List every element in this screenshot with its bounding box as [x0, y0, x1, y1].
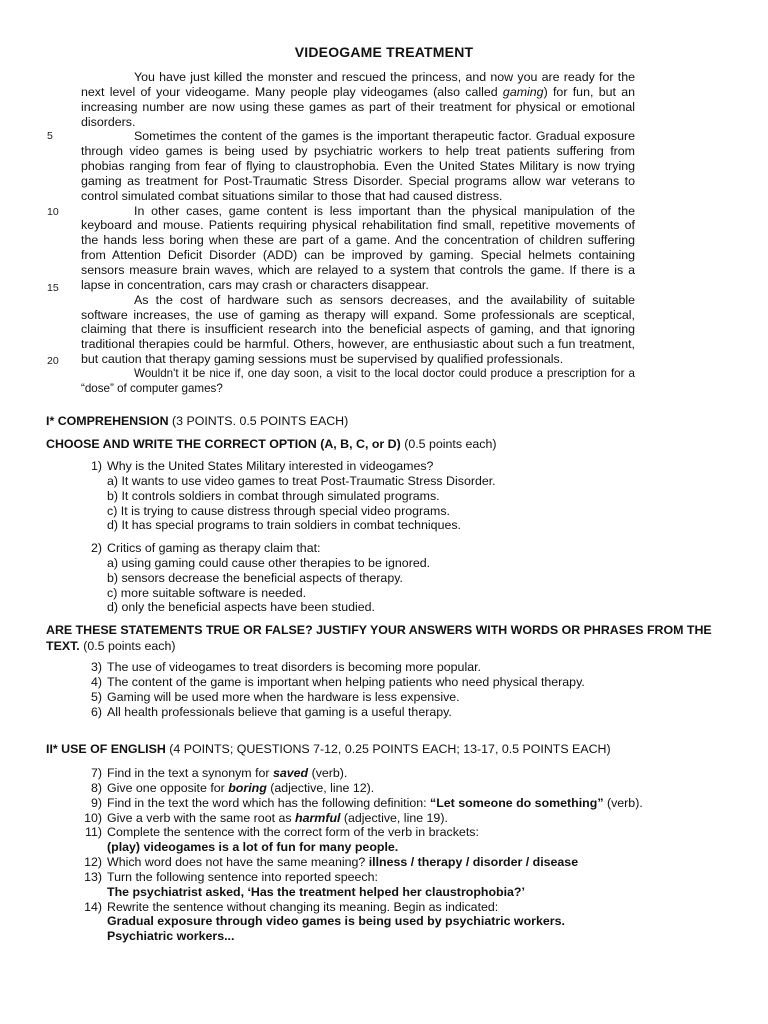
- question-list-mc-2: [0, 541, 430, 615]
- question-1: 1) Why is the United States Military interested in videogames? a) It wants to use video games to treat Post-Traumatic Stress Disorder. b) It controls soldiers in combat through simulated programs. c) It is trying to cause distress through special video programs. d) It has special programs to train soldiers in combat techniques.: [90, 459, 496, 533]
- question-2: 2) Critics of gaming as therapy claim that: a) using gaming could cause other therapies to be ignored. b) sensors decrease the beneficial aspects of therapy. c) more suitable software is needed. d) only the beneficial aspects have been studied.: [90, 541, 431, 615]
- paragraph-1: You have just killed the monster and rescued the princess, and now you are ready for the next level of your videogame. Many people play videogames (also called gaming) for fun, but an increasing number are now using these games as part of their treatment for physical or emotional disorders.: [81, 70, 636, 129]
- statement-4: 4) The content of the game is important when helping patients who need physical therapy.: [90, 674, 585, 689]
- paragraph-4: As the cost of hardware such as sensors decreases, and the availability of suitable software increases, the use of gaming as therapy will expand. Some professionals are sceptical, claiming that there is insufficient research into the beneficial aspects of gaming, and that ignoring traditional therapies could be harmful. Others, however, are enthusiastic about such a fun treatment, but caution that therapy gaming sessions must be supervised by qualified professionals.: [81, 292, 635, 367]
- question-11: 11) Complete the sentence with the correct form of the verb in brackets: (play) videogames is a lot of fun for many people.: [85, 825, 479, 855]
- statement-6: 6) All health professionals believe that gaming is a useful therapy.: [90, 704, 452, 719]
- page-title: VIDEOGAME TREATMENT: [294, 44, 474, 60]
- reading-passage: [81, 70, 635, 397]
- line-number: 5: [47, 130, 53, 142]
- question-12: 12) Which word does not have the same meaning? illness / therapy / disorder / disease: [84, 855, 579, 870]
- question-9: 9) Find in the text the word which has the following definition: “Let someone do something” (verb).: [90, 795, 643, 810]
- line-number: 20: [47, 355, 59, 367]
- paragraph-5: Wouldn't it be nice if, one day soon, a visit to the local doctor could produce a prescription for a “dose” of computer games?: [81, 366, 635, 395]
- question-8: 8) Give one opposite for boring (adjective, line 12).: [90, 780, 375, 795]
- paragraph-3: In other cases, game content is less important than the physical manipulation of the keyboard and mouse. Patients requiring physical rehabilitation find small, repetitive movements of the hands less boring when these are part of a game. And the concentration of children suffering from Attention Deficit Disorder (ADD) can be improved by gaming. Special helmets containing sensors measure brain waves, which are relayed to a system that controls the game. If there is a lapse in concentration, cars may crash or characters disappear.: [81, 203, 635, 292]
- statement-5: 5) Gaming will be used more when the hardware is less expensive.: [90, 689, 460, 704]
- question-14: 14) Rewrite the sentence without changing its meaning. Begin as indicated: Gradual exposure through video games is being used by psychiatric workers. Psychiatric workers...: [84, 899, 565, 944]
- true-false-list: [0, 660, 585, 719]
- question-10: 10) Give a verb with the same root as harmful (adjective, line 19).: [84, 810, 448, 825]
- statement-3: 3) The use of videogames to treat disorders is becoming more popular.: [90, 660, 481, 674]
- comprehension-heading: I* COMPREHENSION (3 POINTS. 0.5 POINTS EACH): [46, 414, 349, 428]
- question-7: 7) Find in the text a synonym for saved (verb).: [90, 766, 348, 780]
- use-of-english-heading: II* USE OF ENGLISH (4 POINTS; QUESTIONS 7-12, 0.25 POINTS EACH; 13-17, 0.5 POINTS EACH): [46, 742, 611, 756]
- true-false-heading: ARE THESE STATEMENTS TRUE OR FALSE? JUSTIFY YOUR ANSWERS WITH WORDS OR PHRASES FROM THE TEXT. (0.5 points each): [46, 623, 712, 653]
- choose-option-heading: CHOOSE AND WRITE THE CORRECT OPTION (A, B, C, or D) (0.5 points each): [46, 437, 497, 451]
- question-list-mc: [0, 459, 496, 533]
- line-number: 15: [47, 282, 59, 294]
- line-number: 10: [47, 206, 59, 218]
- use-of-english-list: [0, 766, 643, 944]
- paragraph-2: Sometimes the content of the games is the important therapeutic factor. Gradual exposure through video games is being used by psychiatric workers to help treat patients suffering from phobias ranging from fear of flying to claustrophobia. Even the United States Military is now trying gaming as treatment for Post-Traumatic Stress Disorder. Special programs allow war veterans to control simulated combat situations similar to those that had caused distress.: [81, 129, 635, 203]
- question-13: 13) Turn the following sentence into reported speech: The psychiatrist asked, ‘Has the treatment helped her claustrophobia?’: [84, 869, 525, 899]
